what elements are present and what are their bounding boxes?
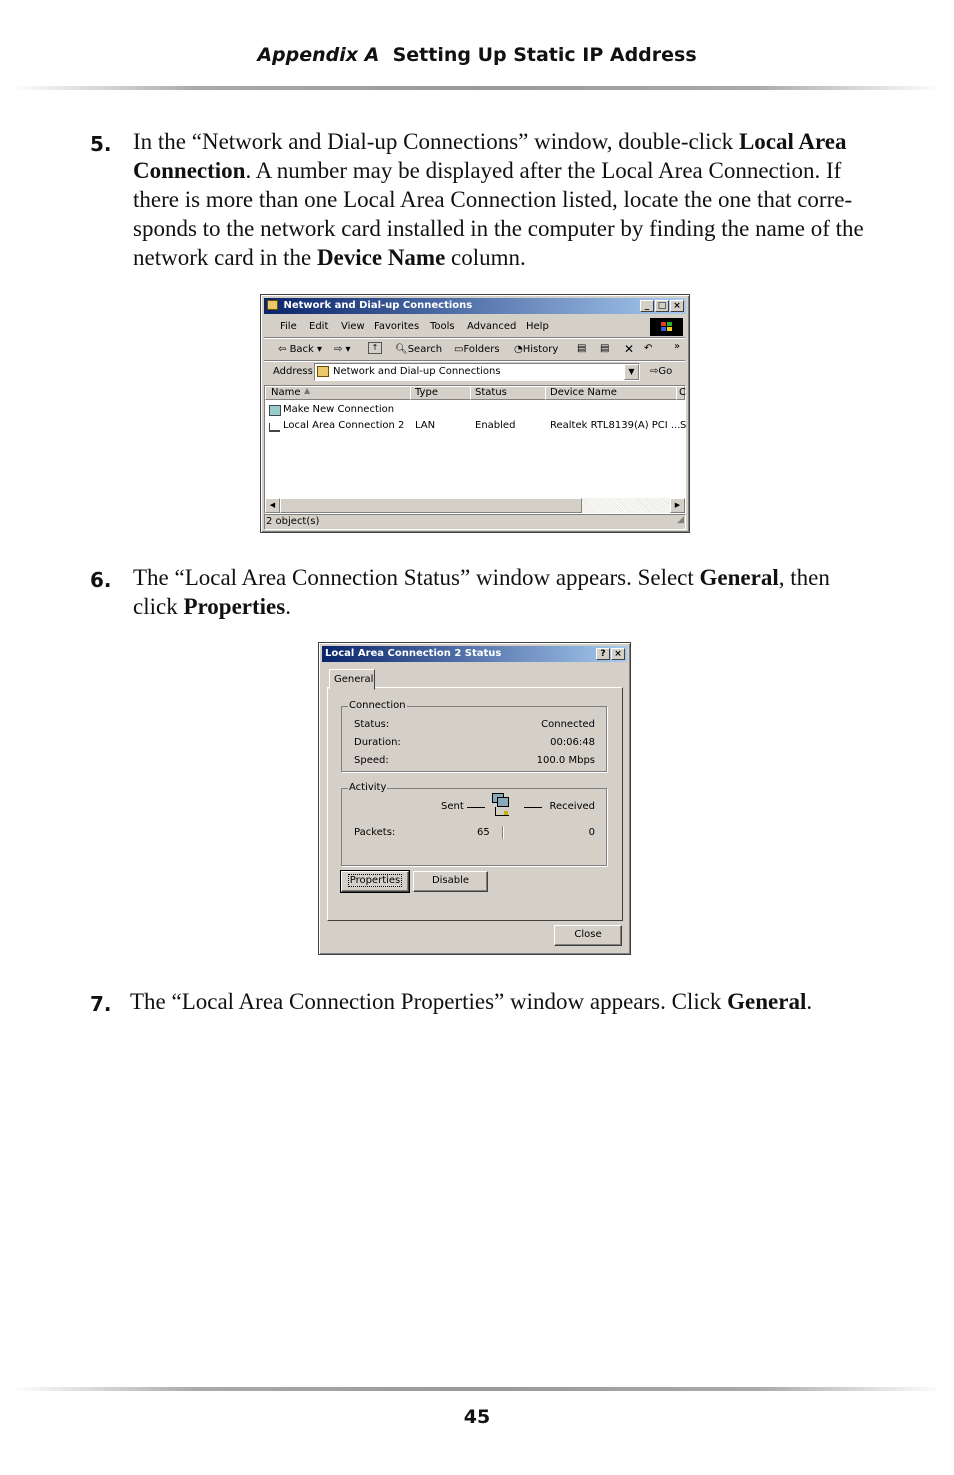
row-name: Make New Connection [283, 404, 395, 415]
folder-icon [267, 300, 278, 310]
resize-grip-icon[interactable]: ◢ [677, 515, 684, 525]
move-to-icon[interactable]: ▤ [577, 343, 587, 354]
window-titlebar [264, 298, 686, 314]
step-number: 7. [90, 992, 112, 1016]
page-number: 45 [463, 1406, 491, 1428]
header-rule [10, 86, 944, 90]
toolbar [264, 339, 684, 359]
step-7 [90, 987, 910, 1016]
page-header [0, 44, 954, 66]
column-header-name[interactable]: Name ▲ [265, 386, 411, 400]
status-bar [264, 514, 686, 530]
step-6 [90, 563, 870, 621]
menu-edit[interactable]: Edit [309, 321, 329, 332]
forward-button[interactable]: ⇨ ▾ [334, 344, 351, 355]
network-computers-icon [490, 793, 514, 819]
menu-advanced[interactable]: Advanced [467, 321, 517, 332]
undo-icon[interactable]: ↶ [644, 343, 653, 354]
horizontal-scrollbar[interactable] [265, 498, 685, 513]
step-text: The “Local Area Connection Properties” window appears. Click General. [130, 989, 813, 1014]
search-button[interactable]: 🔍︎Search [395, 344, 443, 355]
speed-value: 100.0 Mbps [536, 755, 595, 766]
connection-group [341, 700, 607, 772]
activity-group [341, 782, 607, 866]
step-text: In the “Network and Dial-up Connections” window, double-click Local Area Connection. A number may be displayed after the Local Area Connection. If there is more than one Local Area Connection listed, locate the one that corre-sponds to the network card installed in the computer by finding the name of the network card in the Device Name column. [133, 129, 864, 270]
step-number: 5. [90, 132, 112, 156]
connections-list [264, 385, 686, 514]
menu-favorites[interactable]: Favorites [374, 321, 420, 332]
row-type: LAN [415, 420, 436, 431]
scroll-left-button[interactable]: ◀ [265, 498, 280, 513]
list-item[interactable] [267, 420, 687, 433]
address-bar [264, 362, 684, 382]
address-label: Address [273, 366, 313, 377]
network-connection-icon [269, 423, 280, 432]
column-header-type[interactable]: Type [410, 386, 471, 400]
list-header [265, 386, 685, 400]
maximize-button[interactable]: □ [655, 300, 669, 312]
network-connections-window [260, 294, 690, 533]
column-header-status[interactable]: Status [470, 386, 546, 400]
back-button[interactable]: ⇦ Back ▾ [278, 344, 323, 355]
address-value: Network and Dial-up Connections [333, 366, 501, 377]
row-device-name: Realtek RTL8139(A) PCI ... [550, 420, 681, 431]
header-appendix: Appendix A [257, 44, 380, 66]
window-title: Local Area Connection 2 Status [325, 648, 502, 659]
minimize-button[interactable]: _ [640, 300, 654, 312]
history-button[interactable]: ◔History [514, 344, 559, 355]
speed-label: Speed: [354, 755, 389, 766]
menu-file[interactable]: File [280, 321, 297, 332]
status-value: Connected [541, 719, 595, 730]
menu-tools[interactable]: Tools [430, 321, 455, 332]
address-input[interactable] [314, 363, 640, 381]
status-bar-text: 2 object(s) [266, 516, 320, 527]
packets-sent-value: 65 [477, 827, 490, 838]
up-folder-icon[interactable]: ↑ [368, 342, 382, 354]
group-label: Connection [349, 700, 406, 711]
windows-logo-icon [650, 318, 683, 336]
row-status: Enabled [475, 420, 516, 431]
window-title: Network and Dial-up Connections [283, 300, 473, 311]
packets-label: Packets: [354, 827, 396, 838]
folders-button[interactable]: ▭Folders [454, 344, 500, 355]
footer-rule [10, 1387, 944, 1391]
folder-icon [317, 366, 329, 377]
step-5 [90, 127, 870, 272]
duration-label: Duration: [354, 737, 401, 748]
status-label: Status: [354, 719, 390, 730]
packets-divider [502, 826, 504, 839]
menu-help[interactable]: Help [526, 321, 549, 332]
packets-received-value: 0 [588, 827, 595, 838]
step-number: 6. [90, 568, 112, 592]
delete-icon[interactable]: ✕ [624, 342, 635, 356]
window-titlebar [322, 646, 627, 662]
list-item[interactable] [267, 404, 683, 417]
scrollbar-thumb[interactable] [280, 498, 582, 513]
more-icon[interactable]: » [674, 341, 681, 352]
close-icon[interactable]: × [670, 300, 684, 312]
group-label: Activity [349, 782, 387, 793]
duration-value: 00:06:48 [550, 737, 595, 748]
copy-to-icon[interactable]: ▤ [600, 343, 610, 354]
tab-panel [327, 687, 623, 921]
menu-view[interactable]: View [341, 321, 365, 332]
connection-status-window [318, 642, 631, 955]
disable-button[interactable]: Disable [413, 871, 488, 892]
address-dropdown-button[interactable]: ▼ [624, 364, 639, 380]
tab-general[interactable]: General [329, 669, 375, 690]
column-header-c[interactable]: C [676, 386, 685, 400]
new-connection-icon [269, 405, 281, 416]
row-name: Local Area Connection 2 [283, 420, 405, 431]
go-button[interactable]: ⇨Go [650, 366, 673, 377]
row-c: S [680, 420, 687, 431]
close-button[interactable]: Close [554, 925, 622, 946]
menu-bar [264, 317, 684, 336]
header-title: Setting Up Static IP Address [392, 44, 697, 66]
close-icon[interactable]: × [611, 648, 625, 660]
step-text: The “Local Area Connection Status” window appears. Select General, then click Properties. [133, 565, 830, 619]
sent-label: Sent [441, 801, 464, 812]
column-header-device-name[interactable]: Device Name [545, 386, 677, 400]
help-button[interactable]: ? [596, 648, 610, 660]
properties-button[interactable]: Properties [341, 871, 409, 892]
received-label: Received [549, 801, 595, 812]
scroll-right-button[interactable]: ▶ [670, 498, 685, 513]
